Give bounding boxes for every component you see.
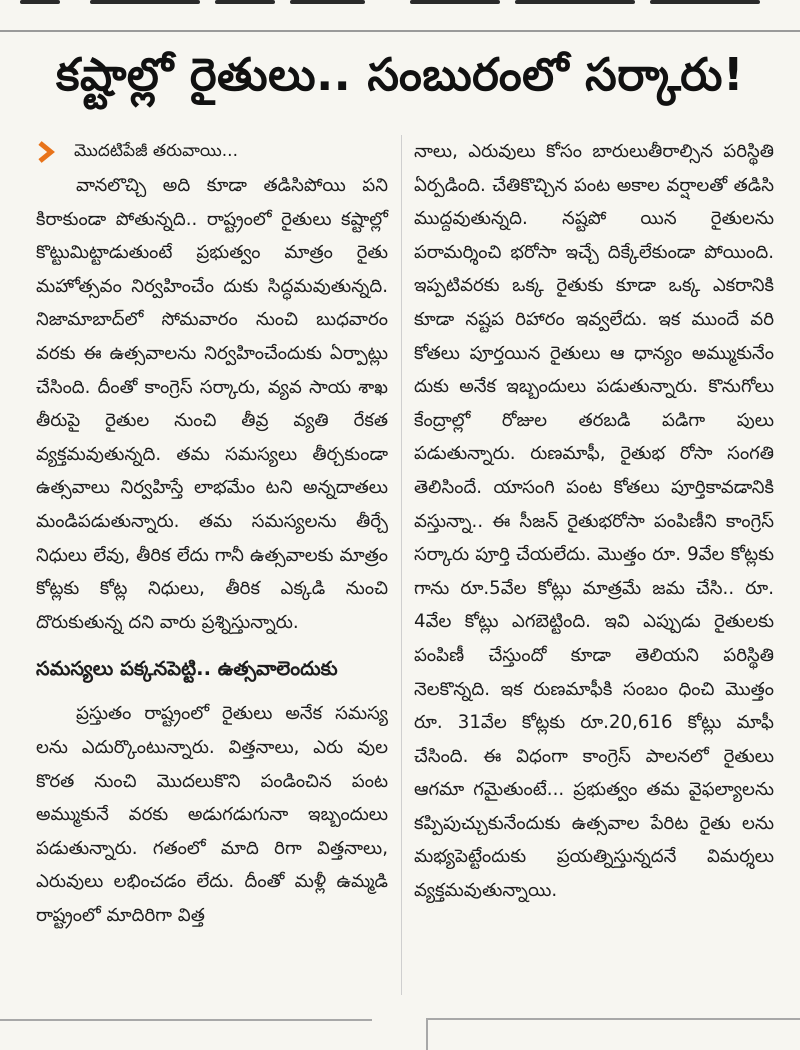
body-paragraph: వానలొచ్చి అది కూడా తడిసిపోయి పని కిరాకుండా పోతున్నది.. రాష్ట్రంలో రైతులు కష్టాల్లో కొట్టుమిట్టాడుతుంటే ప్రభుత్వం మాత్రం రైతు మహోత్సవం నిర్వహించేం దుకు సిద్ధమవుతున్నది. నిజామాబాద్‌లో సోమవారం నుంచి బుధవారం వరకు ఈ ఉత్సవాలను నిర్వహించేందుకు ఏర్పాట్లు చేసింది. దీంతో కాంగ్రెస్ సర్కారు, వ్యవ సాయ శాఖ తీరుపై రైతుల నుంచి తీవ్ర వ్యతి రేకత వ్యక్తమవుతున్నది. తమ సమస్యలు తీర్చకుండా ఉత్సవాలు నిర్వహిస్తే లాభమేం టని అన్నదాతలు మండిపడుతున్నారు. తమ సమస్యలను తీర్చే నిధులు లేవు, తీరిక లేదు గానీ ఉత్సవాలకు మాత్రం కోట్లకు కోట్ల నిధులు, తీరిక ఎక్కడి నుంచి దొరుకుతున్న దని వారు ప్రశ్నిస్తున్నారు. — [36, 175, 388, 633]
column-divider — [401, 135, 402, 995]
continued-label: మొదటిపేజీ తరువాయి... — [74, 141, 238, 162]
body-paragraph: ప్రస్తుతం రాష్ట్రంలో రైతులు అనేక సమస్య లను ఎదుర్కొంటున్నారు. విత్తనాలు, ఎరు వుల కొరత నుంచి మొదలుకొని పండించిన పంట అమ్ముకునే వరకు అడుగడుగునా ఇబ్బందులు పడుతున్నారు. గతంలో మాది రిగా విత్తనాలు, ఎరువులు లభించడం లేదు. దీంతో మళ్లీ ఉమ్మడి రాష్ట్రంలో మాదిరిగా విత్త — [36, 703, 388, 926]
left-column — [36, 135, 388, 932]
article-headline: కష్టాల్లో రైతులు.. సంబురంలో సర్కారు! — [55, 48, 745, 101]
subheading: సమస్యలు పక్కనపెట్టి.. ఉత్సవాలెందుకు — [36, 657, 338, 681]
chevron-right-icon — [36, 140, 56, 164]
bottom-divider — [0, 1019, 372, 1021]
right-column — [414, 135, 774, 908]
top-divider — [0, 30, 800, 32]
body-paragraph: నాలు, ఎరువులు కోసం బారులుతీరాల్సిన పరిస్థితి ఏర్పడింది. చేతికొచ్చిన పంట అకాల వర్షాలతో తడిసి ముద్దవుతున్నది. నష్టపో యిన రైతులను పరామర్శించి భరోసా ఇచ్చే దిక్కేలేకుండా పోయింది. ఇప్పటివరకు ఒక్క రైతుకు కూడా ఒక్క ఎకరానికి కూడా నష్టప రిహారం ఇవ్వలేదు. ఇక ముందే వరి కోతలు పూర్తయిన రైతులు ఆ ధాన్యం అమ్ముకునేం దుకు అనేక ఇబ్బందులు పడుతున్నారు. కొనుగోలు కేంద్రాల్లో రోజుల తరబడి పడిగా పులు పడుతున్నారు. రుణమాఫీ, రైతుభ రోసా సంగతి తెలిసిందే. యాసంగి పంట కోతలు పూర్తికావడానికి వస్తున్నా.. ఈ సీజన్ రైతుభరోసా పంపిణీని కాంగ్రెస్ సర్కారు పూర్తి చేయలేదు. మొత్తం రూ. 9వేల కోట్లకు గాను రూ.5వేల కోట్లు మాత్రమే జమ చేసి.. రూ. 4వేల కోట్లు ఎగబెట్టింది. ఇవి ఎప్పుడు రైతులకు పంపిణీ చేస్తుందో కూడా తెలియని పరిస్థితి నెలకొన్నది. ఇక రుణమాఫీకి సంబం ధించి మొత్తం రూ. 31వేల కోట్లకు రూ.20,616 కోట్లు మాఫీ చేసింది. ఈ విధంగా కాంగ్రెస్ పాలనలో రైతులు ఆగమా గమైతుంటే... ప్రభుత్వం తమ వైఫల్యాలను కప్పిపుచ్చుకునేందుకు ఉత్సవాల పేరిట రైతు లను మభ్యపెట్టేందుకు ప్రయత్నిస్తున్నదనే విమర్శలు వ్యక్తమవుతున్నాయి. — [414, 141, 774, 902]
next-article-frame — [426, 1018, 800, 1050]
previous-article-strip — [0, 0, 800, 8]
continued-marker — [36, 135, 388, 169]
